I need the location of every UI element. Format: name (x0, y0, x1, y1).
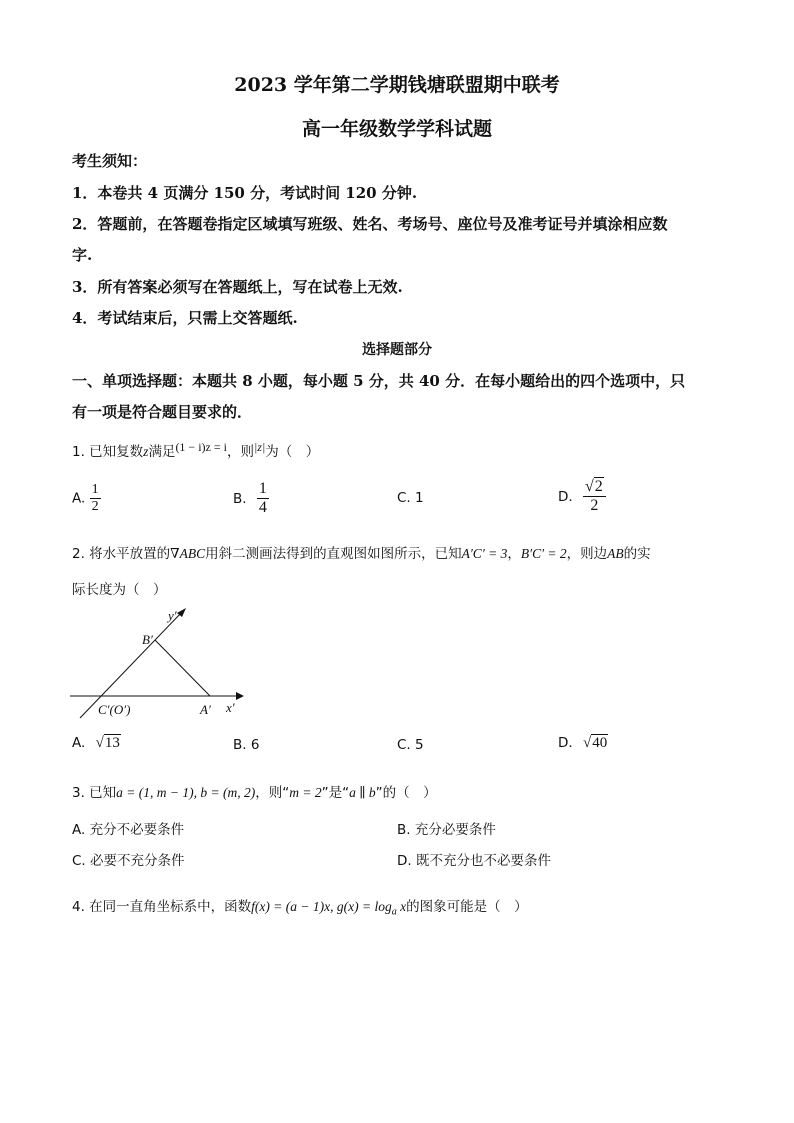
q1-equation: (1 − i)z = i (175, 440, 227, 454)
q1-prefix: 1. 已知复数 (72, 444, 144, 460)
exam-subtitle: 高一年级数学学科试题 (301, 118, 492, 140)
q2-ac: A′C′ = 3 (461, 546, 508, 561)
q1-option-d-num: 2 (594, 478, 603, 495)
q1-option-d (558, 478, 606, 516)
q1-option-d-label: D. (558, 488, 573, 505)
x-axis-arrow (236, 692, 244, 700)
label-a-prime: A′ (200, 702, 211, 717)
q2-mid: 用斜二测画法得到的直观图如图所示，已知 (205, 546, 462, 562)
q4-functions: f(x) = (a − 1)x, g(x) = log (251, 899, 392, 914)
q1-var-z: z (143, 444, 149, 459)
q3-vectors: a = (1, m − 1), b = (m, 2) (116, 785, 256, 800)
q3-mid2: ”是“ (321, 785, 350, 801)
notice-item-3: 3．所有答案必须写在答题纸上，写在试卷上无效. (72, 278, 403, 296)
q1-option-b-fraction (257, 480, 269, 518)
q2-option-d-value: √40 (582, 735, 608, 751)
q1-option-b-num: 1 (257, 480, 269, 499)
q1-option-d-numerator: √2 (583, 478, 606, 497)
notice-item-2-cont: 字. (72, 246, 93, 264)
label-c-prime-o-prime: C′(O′) (98, 702, 131, 717)
label-b-prime: B′ (142, 632, 153, 647)
q1-option-a-den: 2 (91, 499, 99, 515)
q4-prefix: 4. 在同一直角坐标系中，函数 (72, 899, 252, 915)
q1-option-a-num: 1 (90, 482, 101, 499)
q2-option-b: B. 6 (233, 737, 260, 753)
q2-option-a-rad: 13 (104, 735, 120, 751)
question-1-stem (72, 440, 319, 460)
notice-heading: 考生须知： (72, 152, 148, 170)
q2-option-d-label: D. (558, 735, 573, 751)
q2-ab: AB (607, 546, 624, 561)
q2-prefix: 2. 将水平放置的 (72, 546, 171, 562)
q3-prefix: 3. 已知 (72, 785, 117, 801)
q3-condition-2: a ∥ b (349, 785, 376, 800)
q3-suffix: ”的（ ） (375, 785, 437, 801)
notice-item-1: 1．本卷共 4 页满分 150 分，考试时间 120 分钟. (72, 184, 418, 202)
q3-option-b: B. 充分必要条件 (397, 822, 496, 838)
q1-abs-z: |z| (253, 440, 266, 454)
q3-option-c: C. 必要不充分条件 (72, 853, 185, 869)
q2-suffix: ，则边 (566, 546, 608, 562)
q2-end: 的实 (623, 546, 651, 562)
q1-option-b (233, 480, 269, 518)
q4-suffix: 的图象可能是（ ） (406, 899, 528, 915)
q1-option-a-label: A. (72, 490, 86, 507)
q2-comma: ， (507, 546, 521, 562)
section-instructions-line1: 一、单项选择题：本题共 8 小题，每小题 5 分，共 40 分．在每小题给出的四个选项中，只 (72, 372, 686, 390)
q2-bc: B′C′ = 2 (520, 546, 567, 561)
q1-mid2: ，则 (226, 444, 254, 460)
section-title: 选择题部分 (362, 342, 432, 358)
segment-a-b (155, 640, 210, 696)
q2-oblique-figure (60, 600, 260, 725)
q1-suffix: 为（ ） (265, 444, 320, 460)
q2-triangle: ∇ABC (170, 546, 206, 561)
q2-option-a-label: A. (72, 735, 86, 751)
q1-option-b-den: 4 (258, 499, 267, 517)
q1-mid1: 满足 (148, 444, 176, 460)
notice-item-2: 2．答题前，在答题卷指定区域填写班级、姓名、考场号、座位号及准考证号并填涂相应数 (72, 215, 668, 233)
notice-item-4: 4．考试结束后，只需上交答题纸. (72, 309, 298, 327)
q1-option-a-fraction (90, 482, 101, 515)
q3-condition-1: m = 2 (289, 785, 322, 800)
label-x-prime: x′ (226, 700, 235, 715)
section-instructions-line2: 有一项是符合题目要求的． (72, 403, 253, 421)
q3-option-a: A. 充分不必要条件 (72, 822, 185, 838)
q1-option-d-den: 2 (590, 497, 599, 515)
label-y-prime: y′ (168, 608, 177, 623)
q3-option-d: D. 既不充分也不必要条件 (397, 853, 551, 869)
q1-option-b-label: B. (233, 490, 247, 507)
q3-mid: ，则“ (255, 785, 290, 801)
q4-var-x: x (396, 899, 407, 914)
q1-option-d-fraction (583, 478, 606, 516)
q2-option-a-value: √13 (95, 735, 120, 751)
q4-log-base: a (391, 906, 397, 918)
q2-option-d (558, 735, 608, 752)
question-2-stem-line2: 际长度为（ ） (72, 582, 167, 598)
exam-title: 2023 学年第二学期钱塘联盟期中联考 (234, 74, 560, 96)
question-3-stem (72, 781, 437, 801)
question-4-stem (72, 895, 528, 918)
q1-option-c: C. 1 (397, 490, 424, 506)
question-2-stem-line1 (72, 542, 651, 562)
q2-option-d-rad: 40 (592, 735, 608, 751)
q2-option-a (72, 735, 121, 752)
y-axis-line (80, 612, 182, 718)
q1-option-a (72, 482, 101, 515)
q2-option-c: C. 5 (397, 737, 424, 753)
